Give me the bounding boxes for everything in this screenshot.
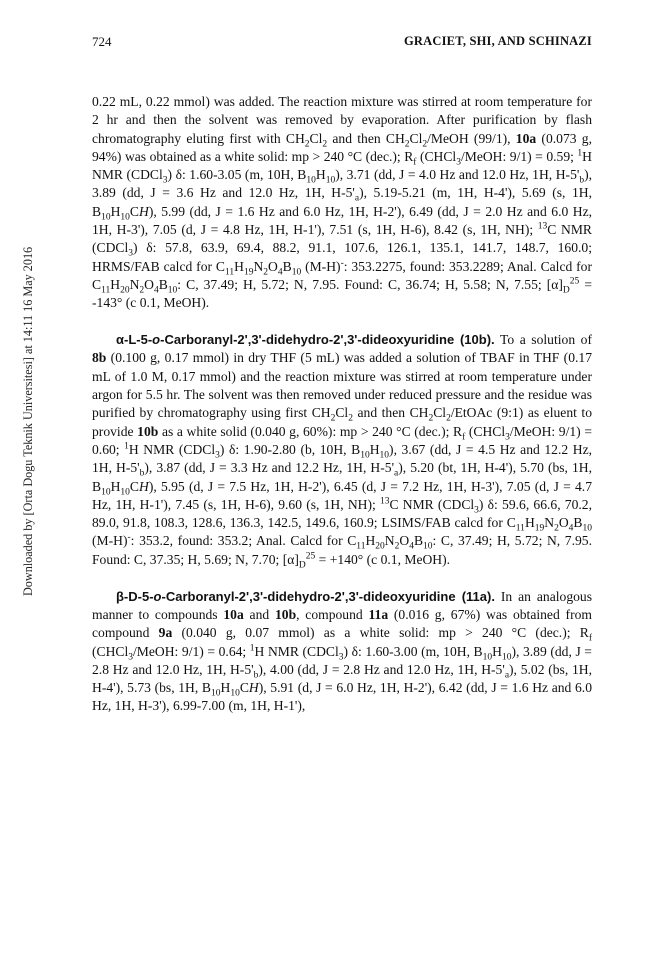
paragraph-11a-experimental [92, 588, 592, 716]
paragraph-title: α-L-5-o-Carboranyl-2',3'-didehydro-2',3'-dideoxyuridine (10b). [116, 332, 495, 348]
page-number: 724 [92, 34, 112, 49]
running-head: GRACIET, SHI, AND SCHINAZI [404, 34, 592, 48]
download-watermark: Downloaded by [Orta Dogu Teknik Universitesi] at 14:11 16 May 2016 [21, 246, 35, 596]
article-body [92, 93, 592, 716]
paragraph-title: β-D-5-o-Carboranyl-2',3'-didehydro-2',3'-dideoxyuridine (11a). [116, 588, 495, 604]
paragraph-text: In an analogous manner to compounds 10a and 10b, compound 11a (0.016 g, 67%) was obtained from compound 9a (0.040 g, 0.07 mmol) as a white solid: mp > 240 °C (dec.); $R_f$ (CHCl$_3$/MeOH: 9/1) = 0.64; $^1$H NMR (CDCl$_3$) δ: 1.60-3.00 (m, 10H, $B_{10}H_{10}$), 3.89 (dd, J = 2.8 Hz and 12.0 Hz, 1H, $H-5'_b$), 4.00 (dd, J = 2.8 Hz and 12.0 Hz, 1H, $H-5'_a$), 5.02 (bs, 1H, H-4'), 5.73 (bs, 1H, $B_{10}H_{10}CH$), 5.91 (d, J = 6.0 Hz, 1H, H-2'), 6.42 (dd, J = 1.6 Hz and 6.0 Hz, 1H, H-3'), 6.99-7.00 (m, 1H, H-1'), [92, 588, 592, 714]
paragraph-10b-experimental [92, 331, 592, 569]
paragraph-text: To a solution of 8b (0.100 g, 0.17 mmol) in dry THF (5 mL) was added a solution of TBAF in THF (0.17 mL of 1.0 M, 0.17 mmol) and the reaction mixture was stirred at room temperature under argon for 5.5 hr. The solvent was then removed under reduced pressure and the residue was purified by chromatography using first $CH_2Cl_2$ and then $CH_2Cl_2$/EtOAc (9:1) as eluent to provide 10b as a white solid (0.040 g, 60%): mp > 240 °C (dec.); $R_f$ (CHCl$_3$/MeOH: 9/1) = 0.60; $^1$H NMR (CDCl$_3$) δ: 1.90-2.80 (b, 10H, $B_{10}H_{10}$), 3.67 (dd, J = 4.5 Hz and 12.2 Hz, 1H, $H-5'_b$), 3.87 (dd, J = 3.3 Hz and 12.2 Hz, 1H, $H-5'_a$), 5.20 (bt, 1H, H-4'), 5.70 (bs, 1H, $B_{10}H_{10}CH$), 5.95 (d, J = 7.5 Hz, 1H, H-2'), 6.45 (d, J = 7.2 Hz, 1H, H-3'), 7.05 (d, J = 4.7 Hz, 1H, H-1'), 7.45 (s, 1H, H-6), 9.60 (s, 1H, NH); $^{13}$C NMR (CDCl$_3$) δ: 59.6, 66.6, 70.2, 89.0, 91.8, 108.3, 128.6, 136.3, 142.5, 149.6, 160.9; LSIMS/FAB calcd for $C_{11}H_{19}N_2O_4B_{10}$ (M-H)-: 353.2, found: 353.2; Anal. Calcd for $C_{11}H_{20}N_2O_4B_{10}$: C, 37.49; H, 5.72; N, 7.95. Found: C, 37.35; H, 5.69; N, 7.70; $[\alpha]_D^{25} = +140^\circ$ (c 0.1, MeOH). [92, 332, 593, 571]
paragraph-text: 0.22 mL, 0.22 mmol) was added. The reaction mixture was stirred at room temperature for 2 hr and then the solvent was removed by evaporation. After purification by flash chromatography eluting first with $CH_2Cl_2$ and then $CH_2Cl_2$/MeOH (99/1), 10a (0.073 g, 94%) was obtained as a white solid: mp > 240 °C (dec.); $R_f$ (CHCl$_3$/MeOH: 9/1) = 0.59; $^1$H NMR (CDCl$_3$) δ: 1.60-3.05 (m, 10H, $B_{10}H_{10}$), 3.71 (dd, J = 4.0 Hz and 12.0 Hz, 1H, $H-5'_b$), 3.89 (dd, J = 3.6 Hz and 12.0 Hz, 1H, $H-5'_a$), 5.19-5.21 (m, 1H, H-4'), 5.69 (s, 1H, $B_{10}H_{10}CH$), 5.99 (dd, J = 1.6 Hz and 6.0 Hz, 1H, H-2'), 6.49 (dd, J = 2.0 Hz and 6.0 Hz, 1H, H-3'), 7.05 (d, J = 4.8 Hz, 1H, H-1'), 7.51 (s, 1H, H-6), 8.42 (s, 1H, NH); $^{13}$C NMR (CDCl$_3$) δ: 57.8, 63.9, 69.4, 88.2, 91.1, 107.6, 126.1, 135.1, 141.7, 148.7, 160.0; HRMS/FAB calcd for $C_{11}H_{19}N_2O_4B_{10}$ (M-H)-: 353.2275, found: 353.2289; Anal. Calcd for $C_{11}H_{20}N_2O_4B_{10}$: C, 37.49; H, 5.72; N, 7.95. Found: C, 36.74; H, 5.58; N, 7.55; $[\alpha]_D^{25} = -143^\circ$ (c 0.1, MeOH). [92, 94, 593, 311]
page-header [92, 34, 592, 54]
paragraph-10a-experimental [92, 93, 592, 313]
